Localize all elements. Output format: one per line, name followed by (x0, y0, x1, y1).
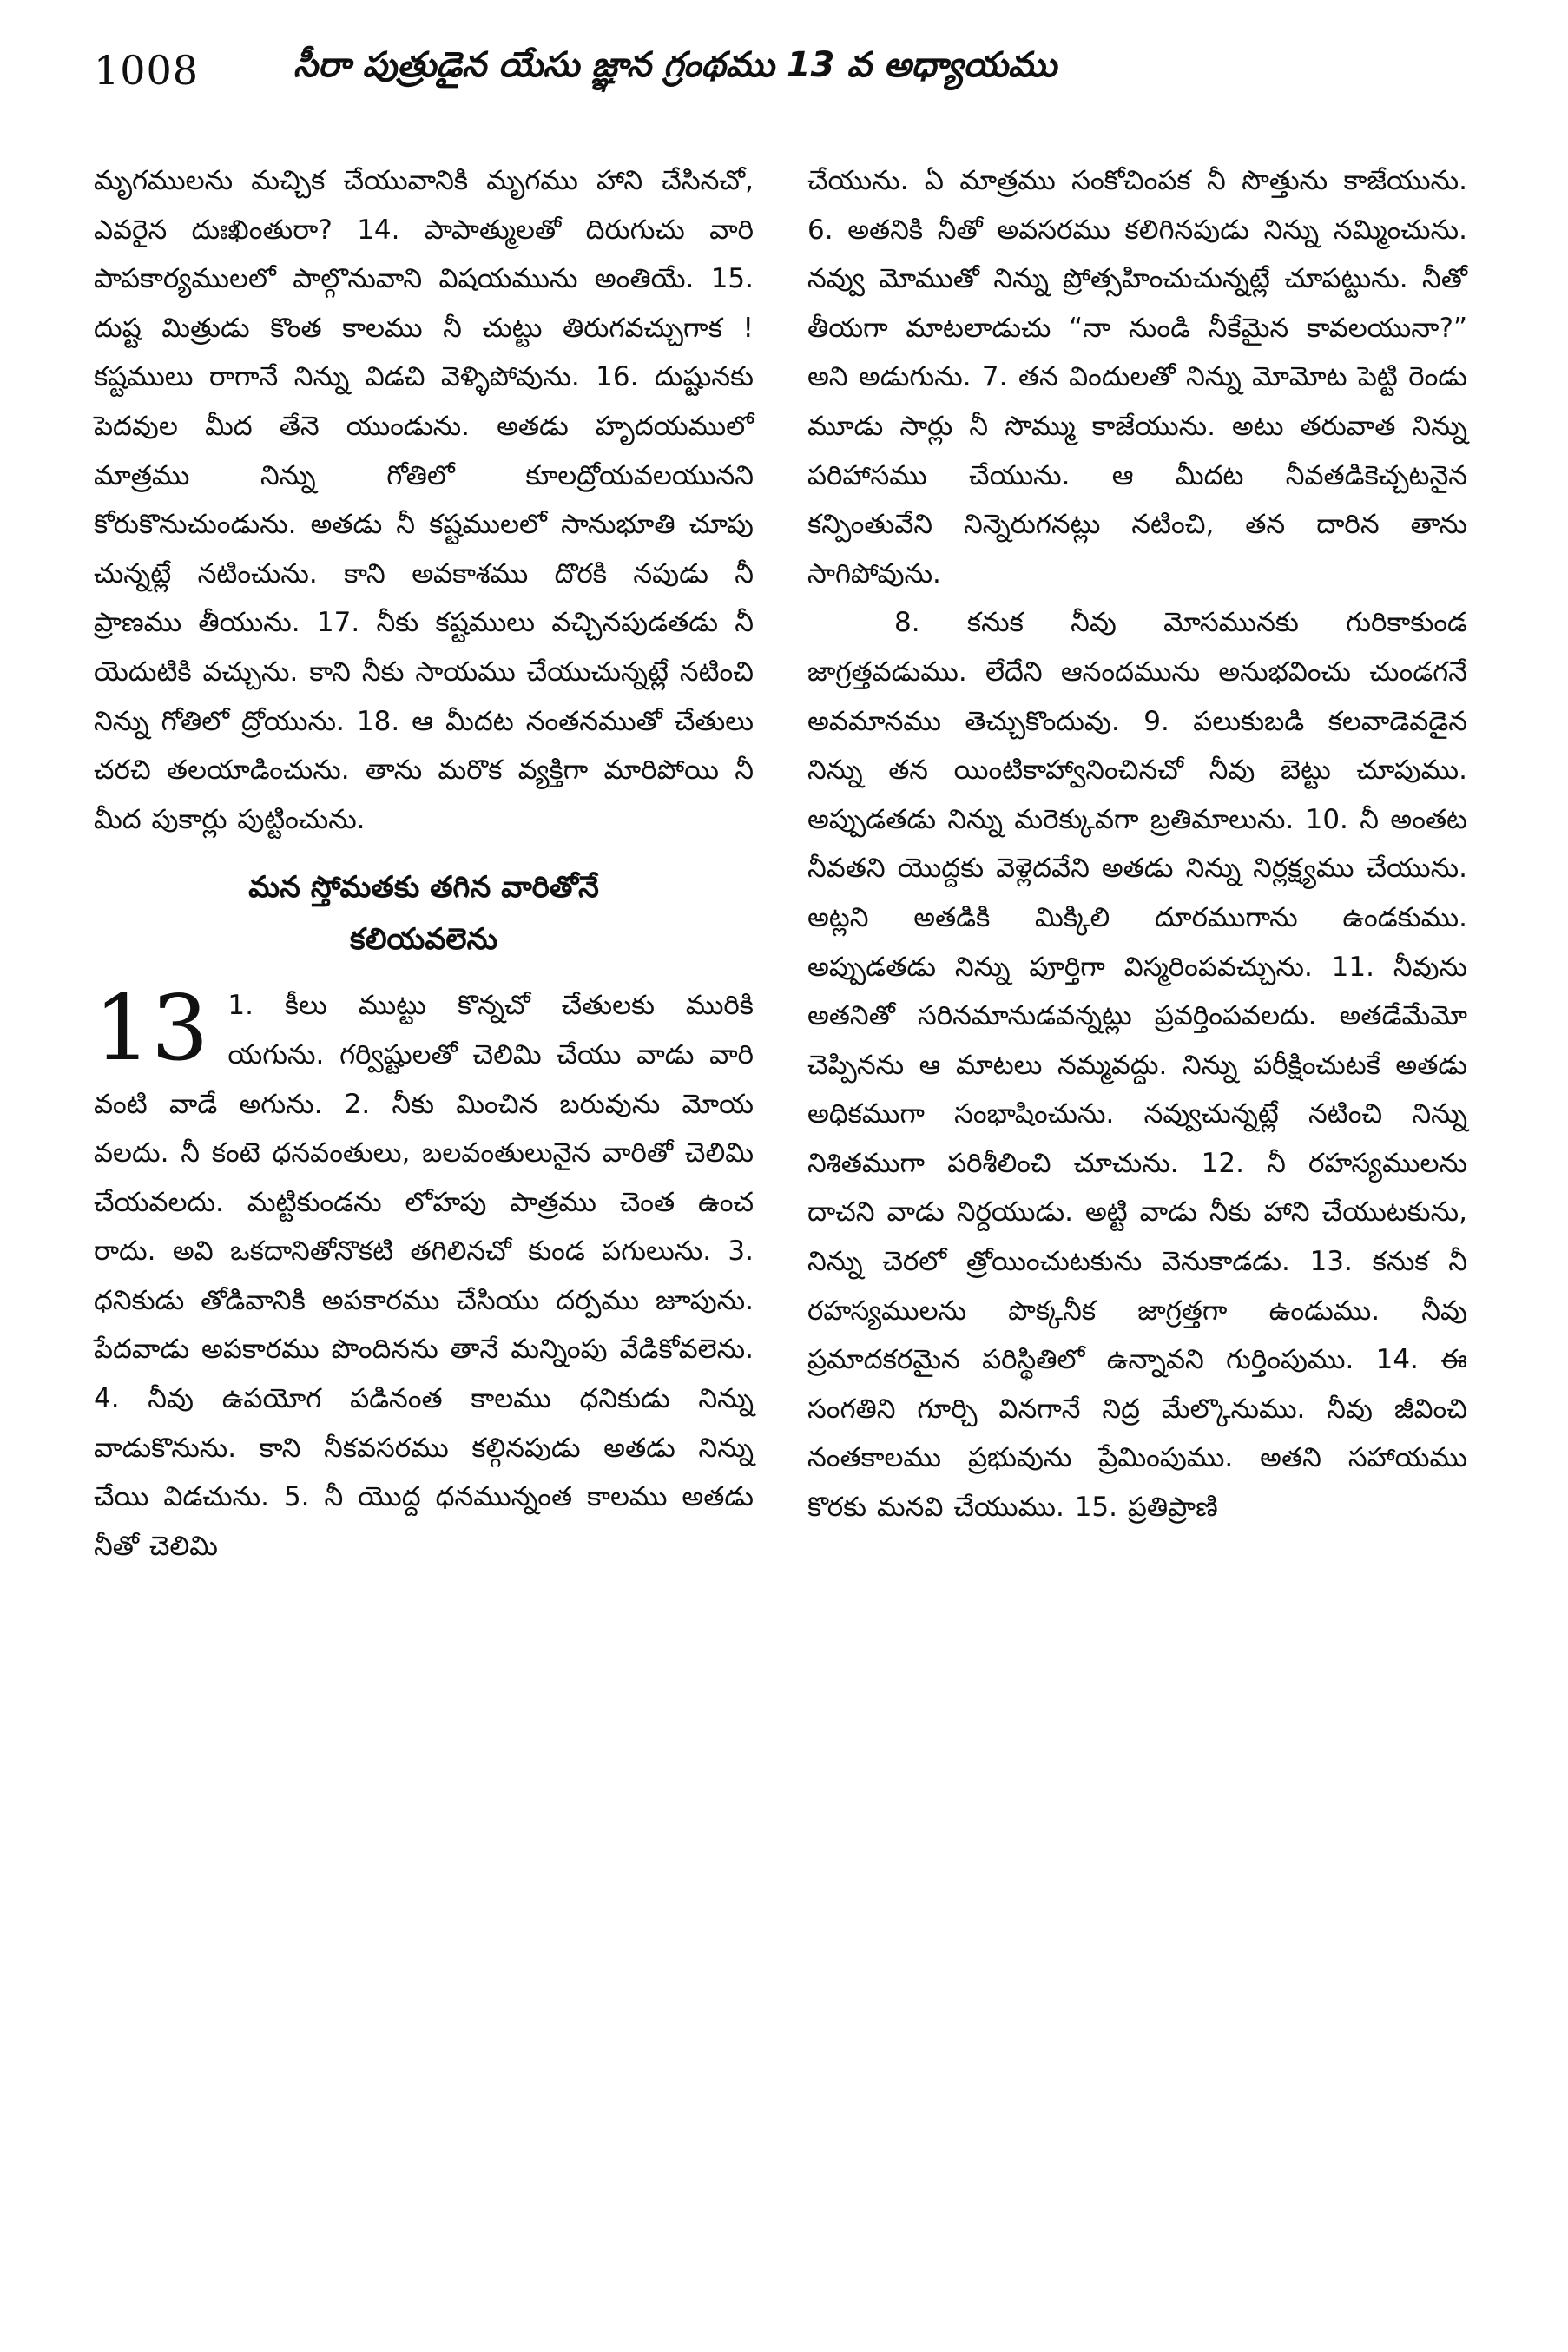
left-column (94, 156, 754, 1571)
chapter-block (94, 975, 754, 1571)
left-paragraph-1: మృగములను మచ్చిక చేయువానికి మృగము హాని చేసినచో, ఎవరైన దుఃఖింతురా? 14. పాపాత్ములతో దిరుగుచు వారి పాపకార్యములలో పాల్గొనువాని విషయమును అంతియే. 15. దుష్ట మిత్రుడు కొంత కాలము నీ చుట్టు తిరుగవచ్చుగాక ! కష్టములు రాగానే నిన్ను విడచి వెళ్ళిపోవును. 16. దుష్టునకు పెదవుల మీద తేనె యుండును. అతడు హృదయములో మాత్రము నిన్ను గోతిలో కూలద్రోయవలయునని కోరుకొనుచుండును. అతడు నీ కష్టములలో సానుభూతి చూపు చున్నట్లే నటించును. కాని అవకాశము దొరకి నపుడు నీ ప్రాణము తీయును. 17. నీకు కష్టములు వచ్చినపుడతడు నీ యెదుటికి వచ్చును. కాని నీకు సాయము చేయుచున్నట్లే నటించి నిన్ను గోతిలో ద్రోయును. 18. ఆ మీదట నంతనముతో చేతులు చరచి తలయాడించును. తాను మరొక వ్యక్తిగా మారిపోయి నీ మీద పుకార్లు పుట్టించును. (94, 165, 754, 835)
page-number: 1008 (94, 47, 200, 94)
section-heading-line-2: కలియవలెను (349, 922, 498, 958)
page-header (94, 42, 1483, 111)
right-paragraph-1: చేయును. ఏ మాత్రము సంకోచింపక నీ సొత్తును కాజేయును. 6. అతనికి నీతో అవసరము కలిగినపుడు నిన్ను నమ్మించును. నవ్వు మోముతో నిన్ను ప్రోత్సహించుచున్నట్లే చూపట్టును. నీతో తీయగా మాటలాడుచు “నా నుండి నీకేమైన కావలయునా?” అని అడుగును. 7. తన విందులతో నిన్ను మోమోట పెట్టి రెండు మూడు సార్లు నీ సొమ్ము కాజేయును. అటు తరువాత నిన్ను పరిహాసము చేయును. ఆ మీదట నీవతడికెచ్చటనైన కన్పింతువేని నిన్నెరుగనట్లు నటించి, తన దారిన తాను సాగిపోవును. (807, 165, 1467, 590)
right-paragraph-2: 8. కనుక నీవు మోసమునకు గురికాకుండ జాగ్రత్తవడుము. లేదేని ఆనందమును అనుభవించు చుండగనే అవమానము తెచ్చుకొందువు. 9. పలుకుబడి కలవాడెవడైన నిన్ను తన యింటికాహ్వానించినచో నీవు బెట్టు చూపుము. అప్పుడతడు నిన్ను మరెక్కువగా బ్రతిమాలును. 10. నీ అంతట నీవతని యొద్దకు వెళ్లెదవేని అతడు నిన్ను నిర్లక్ష్యము చేయును. అట్లని అతడికి మిక్కిలి దూరముగాను ఉండకుము. అప్పుడతడు నిన్ను పూర్తిగా విస్మరింపవచ్చును. 11. నీవును అతనితో సరినమానుడవన్నట్లు ప్రవర్తింపవలదు. అతడేమేమో చెప్పినను ఆ మాటలు నమ్మవద్దు. నిన్ను పరీక్షించుటకే అతడు అధికముగా సంభాషించును. నవ్వుచున్నట్లే నటించి నిన్ను నిశితముగా పరిశీలించి చూచును. 12. నీ రహస్యములను దాచని వాడు నిర్దయుడు. అట్టి వాడు నీకు హాని చేయుటకును, నిన్ను చెరలో త్రోయించుటకును వెనుకాడడు. 13. కనుక నీ రహస్యములను పొక్కనీక జాగ్రత్తగా ఉండుము. నీవు ప్రమాదకరమైన పరిస్థితిలో ఉన్నావని గుర్తింపుము. 14. ఈ సంగతిని గూర్చి వినగానే నిద్ర మేల్కొనుము. నీవు జీవించి నంతకాలము ప్రభువును ప్రేమింపుము. అతని సహాయము కొరకు మనవి చేయుము. 15. ప్రతిప్రాణి (807, 607, 1467, 1524)
chapter-number: 13 (94, 975, 209, 1082)
right-column (807, 156, 1467, 1532)
chapter-text: 1. కీలు ముట్టు కొన్నచో చేతులకు మురికి యగును. గర్విష్టులతో చెలిమి చేయు వాడు వారి వంటి వాడే అగును. 2. నీకు మించిన బరువును మోయ వలదు. నీ కంటె ధనవంతులు, బలవంతులునైన వారితో చెలిమి చేయవలదు. మట్టికుండను లోహపు పాత్రము చెంత ఉంచ రాదు. అవి ఒకదానితోనొకటి తగిలినచో కుండ పగులును. 3. ధనికుడు తోడివానికి అపకారము చేసియు దర్పము జూపును. పేదవాడు అపకారము పొందినను తానే మన్నింపు వేడికోవలెను. 4. నీవు ఉపయోగ పడినంత కాలము ధనికుడు నిన్ను వాడుకొనును. కాని నీకవసరము కల్గినపుడు అతడు నిన్ను చేయి విడచును. 5. నీ యొద్ద ధనమున్నంత కాలము అతడు నీతో చెలిమి (94, 990, 754, 1562)
running-title: సీరా పుత్రుడైన యేసు జ్ఞాన గ్రంథము 13 వ అధ్యాయము (293, 45, 1057, 85)
section-heading-line-1: మన స్తోమతకు తగిన వారితోనే (248, 870, 599, 906)
section-heading (94, 861, 754, 965)
